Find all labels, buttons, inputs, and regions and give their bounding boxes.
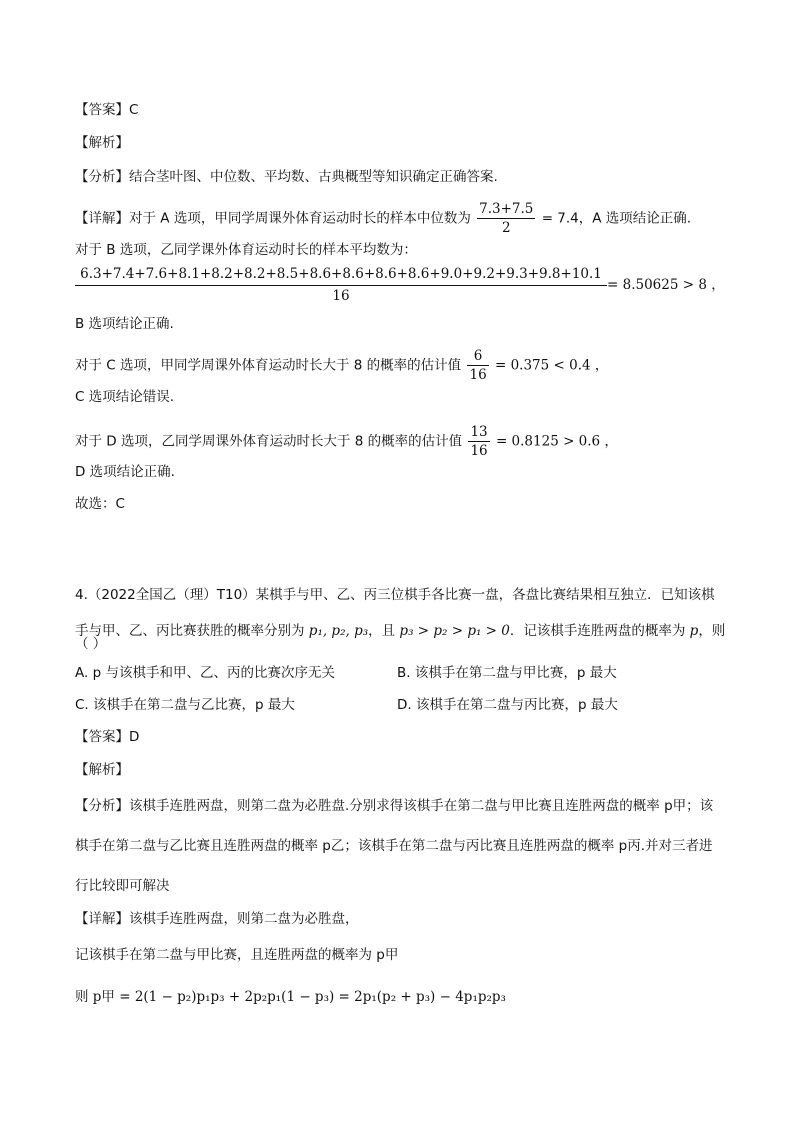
q4-stem-line1: 4.（2022全国乙（理）T10）某棋手与甲、乙、丙三位棋手各比赛一盘，各盘比赛结果相互独立．已知该棋 (75, 587, 715, 603)
option-c: C. 该棋手在第二盘与乙比赛，p 最大 (75, 697, 295, 713)
option-b: B. 该棋手在第二盘与甲比赛，p 最大 (397, 665, 617, 681)
prob-variables: p₁, p₂, p₃ (308, 623, 369, 639)
d-line (75, 423, 618, 460)
d-fraction (468, 423, 489, 460)
xiangjie-q4: 【详解】该棋手连胜两盘，则第二盘为必胜盘， (75, 911, 359, 927)
c-denominator: 16 (469, 367, 487, 383)
fenxi-q3: 【分析】结合茎叶图、中位数、平均数、古典概型等知识确定正确答案. (75, 169, 498, 185)
q4-paren: （ ） (75, 636, 107, 652)
d-conclusion: D 选项结论正确. (75, 464, 175, 480)
prob-inequality: p₃ > p₂ > p₁ > 0 (399, 623, 510, 639)
c-numerator: 6 (473, 348, 483, 364)
c-text: 对于 C 选项，甲同学周课外体育运动时长大于 8 的概率的估计值 (75, 357, 462, 374)
choice-q3: 故选：C (75, 496, 125, 512)
fenxi-q4-line3: 行比较即可解决 (75, 878, 170, 894)
b-intro: 对于 B 选项，乙同学课外体育运动时长的样本平均数为： (75, 242, 417, 258)
prob-p: p (689, 623, 699, 639)
p-jia-formula: 则 p甲 = 2(1 − p₂)p₁p₃ + 2p₂p₁(1 − p₃) = 2p₁(p₂ + p₃) − 4p₁p₂p₃ (75, 989, 506, 1005)
mean-result: = 8.50625 > 8 ， (607, 277, 725, 293)
fenxi-q4-line2: 棋手在第二盘与乙比赛且连胜两盘的概率 p乙；该棋手在第二盘与丙比赛且连胜两盘的概率 p丙.并对三者进 (75, 838, 713, 854)
q4-stem-line2 (75, 621, 725, 641)
c-conclusion: C 选项结论错误. (75, 389, 175, 405)
analysis-label-q4: 【解析】 (75, 762, 129, 778)
b-conclusion: B 选项结论正确. (75, 316, 174, 332)
median-denominator: 2 (477, 218, 535, 237)
answer-label-q4: 【答案】D (75, 729, 140, 745)
d-result: = 0.8125 > 0.6 ， (495, 433, 618, 450)
d-text: 对于 D 选项，乙同学周课外体育运动时长大于 8 的概率的估计值 (75, 433, 463, 450)
d-numerator: 13 (470, 424, 488, 440)
xiangjie-a-text: 【详解】对于 A 选项，甲同学周课外体育运动时长的样本中位数为 (75, 210, 471, 227)
q4-stem-text-c: ．记该棋手连胜两盘的概率为 (509, 623, 690, 639)
q4-stem-text-d: ，则 (698, 623, 726, 639)
ji-line: 记该棋手在第二盘与甲比赛，且连胜两盘的概率为 p甲 (75, 947, 399, 963)
median-numerator: 7.3+7.5 (479, 201, 534, 217)
answer-label-q3: 【答案】C (75, 102, 139, 118)
c-result: = 0.375 < 0.4 ， (494, 357, 609, 374)
analysis-label-q3: 【解析】 (75, 135, 129, 151)
median-fraction (477, 200, 535, 237)
option-d: D. 该棋手在第二盘与丙比赛，p 最大 (397, 697, 618, 713)
mean-numerator: 6.3+7.4+7.6+8.1+8.2+8.2+8.5+8.6+8.6+8.6+8.6+9.0+9.2+9.3+9.8+10.1 (80, 266, 602, 282)
c-line (75, 347, 608, 384)
fenxi-q4-line1: 【分析】该棋手连胜两盘，则第二盘为必胜盘.分别求得该棋手在第二盘与甲比赛且连胜两盘的概率 p甲；该 (75, 798, 714, 814)
c-fraction (467, 347, 488, 384)
xiangjie-a (75, 200, 691, 237)
q4-stem-text-a: 手与甲、乙、丙比赛获胜的概率分别为 (75, 623, 309, 639)
median-result: = 7.4，A 选项结论正确. (541, 210, 692, 227)
d-denominator: 16 (470, 443, 488, 459)
mean-fraction (75, 265, 607, 306)
option-a: A. p 与该棋手和甲、乙、丙的比赛次序无关 (75, 665, 335, 681)
mean-denominator: 16 (332, 288, 350, 304)
q4-stem-text-b: ，且 (368, 623, 400, 639)
